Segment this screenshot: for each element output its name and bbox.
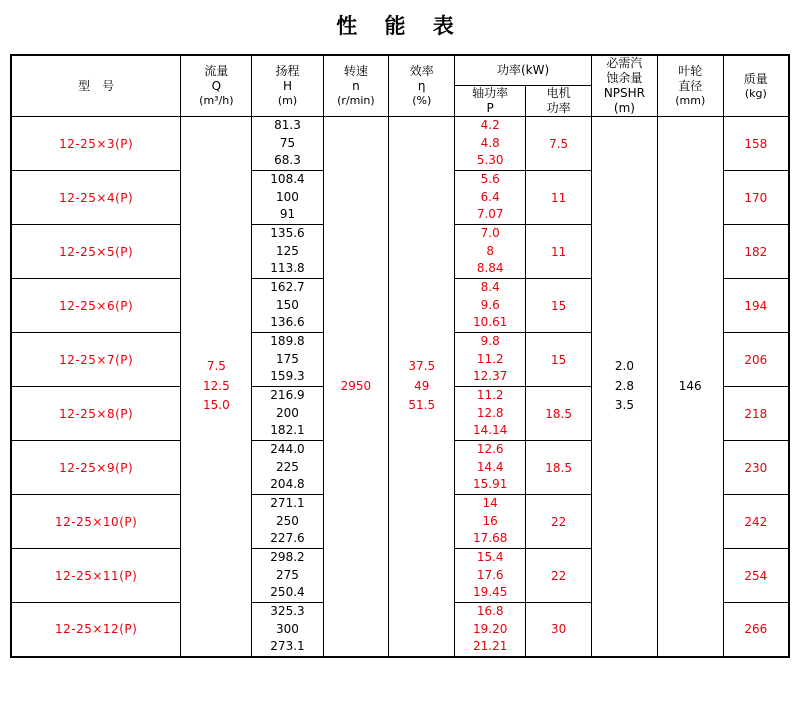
- cell-mass: 218: [723, 387, 789, 441]
- cell-motor-power: 22: [526, 495, 592, 549]
- header-flow-line2: Q: [211, 79, 222, 94]
- header-impeller-line3: (mm): [675, 94, 706, 108]
- cell-shaft-power: 11.2 12.8 14.14: [455, 387, 526, 441]
- cell-mass: 266: [723, 603, 789, 657]
- header-motor-power: [526, 85, 592, 116]
- cell-head: 271.1 250 227.6: [252, 495, 323, 549]
- cell-mass: 206: [723, 333, 789, 387]
- header-shaft-power: [455, 85, 526, 116]
- table-body: [11, 117, 789, 657]
- header-flow-line3: (m³/h): [199, 94, 234, 108]
- header-impeller-line2: 直径: [678, 79, 703, 94]
- table-header-row-1: [11, 55, 789, 85]
- cell-model: 12-25×9(P): [11, 441, 181, 495]
- cell-shaft-power: 5.6 6.4 7.07: [455, 171, 526, 225]
- cell-mass: 230: [723, 441, 789, 495]
- performance-table: [10, 54, 790, 658]
- page-title: 性 能 表: [336, 14, 464, 38]
- header-efficiency-line2: η: [417, 79, 426, 94]
- cell-motor-power: 18.5: [526, 441, 592, 495]
- header-mass-line2: (kg): [744, 86, 767, 100]
- cell-model: 12-25×7(P): [11, 333, 181, 387]
- header-flow: [181, 55, 252, 117]
- cell-mass: 182: [723, 225, 789, 279]
- cell-shaft-power: 7.0 8 8.84: [455, 225, 526, 279]
- cell-model: 12-25×5(P): [11, 225, 181, 279]
- cell-shaft-power: 4.2 4.8 5.30: [455, 117, 526, 171]
- cell-head: 81.3 75 68.3: [252, 117, 323, 171]
- cell-flow: 7.5 12.5 15.0: [181, 117, 252, 657]
- cell-shaft-power: 16.8 19.20 21.21: [455, 603, 526, 657]
- header-motor-power-line1: 电机: [546, 85, 571, 100]
- cell-model: 12-25×11(P): [11, 549, 181, 603]
- cell-shaft-power: 12.6 14.4 15.91: [455, 441, 526, 495]
- cell-head: 189.8 175 159.3: [252, 333, 323, 387]
- header-speed-line1: 转速: [343, 64, 368, 79]
- header-motor-power-line2: 功率: [546, 100, 571, 115]
- table-row: [11, 117, 789, 171]
- cell-shaft-power: 9.8 11.2 12.37: [455, 333, 526, 387]
- cell-model: 12-25×10(P): [11, 495, 181, 549]
- cell-impeller-diameter: 146: [657, 117, 723, 657]
- cell-head: 298.2 275 250.4: [252, 549, 323, 603]
- header-model: 型 号: [11, 55, 181, 117]
- header-impeller-line1: 叶轮: [678, 64, 703, 79]
- cell-mass: 158: [723, 117, 789, 171]
- cell-motor-power: 15: [526, 279, 592, 333]
- header-head-line3: (m): [277, 94, 298, 108]
- cell-shaft-power: 14 16 17.68: [455, 495, 526, 549]
- header-efficiency-line3: (%): [412, 94, 432, 108]
- cell-motor-power: 18.5: [526, 387, 592, 441]
- header-npshr-line3: NPSHR: [603, 86, 646, 100]
- cell-motor-power: 22: [526, 549, 592, 603]
- cell-npshr: 2.0 2.8 3.5: [592, 117, 658, 657]
- header-head: [252, 55, 323, 117]
- cell-shaft-power: 15.4 17.6 19.45: [455, 549, 526, 603]
- header-npshr: [592, 55, 658, 117]
- header-power-group: 功率(kW): [455, 55, 592, 85]
- cell-motor-power: 11: [526, 225, 592, 279]
- header-mass-line1: 质量: [743, 71, 768, 86]
- header-speed-line2: n: [352, 79, 360, 94]
- header-efficiency: [389, 55, 455, 117]
- cell-motor-power: 7.5: [526, 117, 592, 171]
- cell-speed: 2950: [323, 117, 389, 657]
- header-impeller-diameter: [657, 55, 723, 117]
- cell-model: 12-25×8(P): [11, 387, 181, 441]
- cell-head: 162.7 150 136.6: [252, 279, 323, 333]
- header-flow-line1: 流量: [204, 64, 229, 79]
- header-head-line1: 扬程: [275, 64, 300, 79]
- cell-head: 108.4 100 91: [252, 171, 323, 225]
- header-npshr-line1: 必需汽: [606, 56, 643, 70]
- header-npshr-line2: 蚀余量: [606, 71, 643, 85]
- cell-motor-power: 15: [526, 333, 592, 387]
- header-head-line2: H: [282, 79, 292, 94]
- header-shaft-power-line2: P: [486, 100, 494, 115]
- header-shaft-power-line1: 轴功率: [472, 85, 509, 100]
- performance-table-wrapper: [0, 54, 800, 658]
- cell-head: 216.9 200 182.1: [252, 387, 323, 441]
- cell-mass: 194: [723, 279, 789, 333]
- cell-mass: 170: [723, 171, 789, 225]
- cell-mass: 242: [723, 495, 789, 549]
- header-npshr-line4: (m): [613, 101, 635, 115]
- cell-efficiency: 37.5 49 51.5: [389, 117, 455, 657]
- cell-model: 12-25×4(P): [11, 171, 181, 225]
- cell-mass: 254: [723, 549, 789, 603]
- cell-model: 12-25×6(P): [11, 279, 181, 333]
- cell-head: 135.6 125 113.8: [252, 225, 323, 279]
- header-speed: [323, 55, 389, 117]
- cell-head: 244.0 225 204.8: [252, 441, 323, 495]
- cell-motor-power: 30: [526, 603, 592, 657]
- cell-motor-power: 11: [526, 171, 592, 225]
- header-speed-line3: (r/min): [337, 94, 375, 108]
- cell-model: 12-25×12(P): [11, 603, 181, 657]
- cell-shaft-power: 8.4 9.6 10.61: [455, 279, 526, 333]
- cell-model: 12-25×3(P): [11, 117, 181, 171]
- header-mass: [723, 55, 789, 117]
- cell-head: 325.3 300 273.1: [252, 603, 323, 657]
- header-efficiency-line1: 效率: [409, 64, 434, 79]
